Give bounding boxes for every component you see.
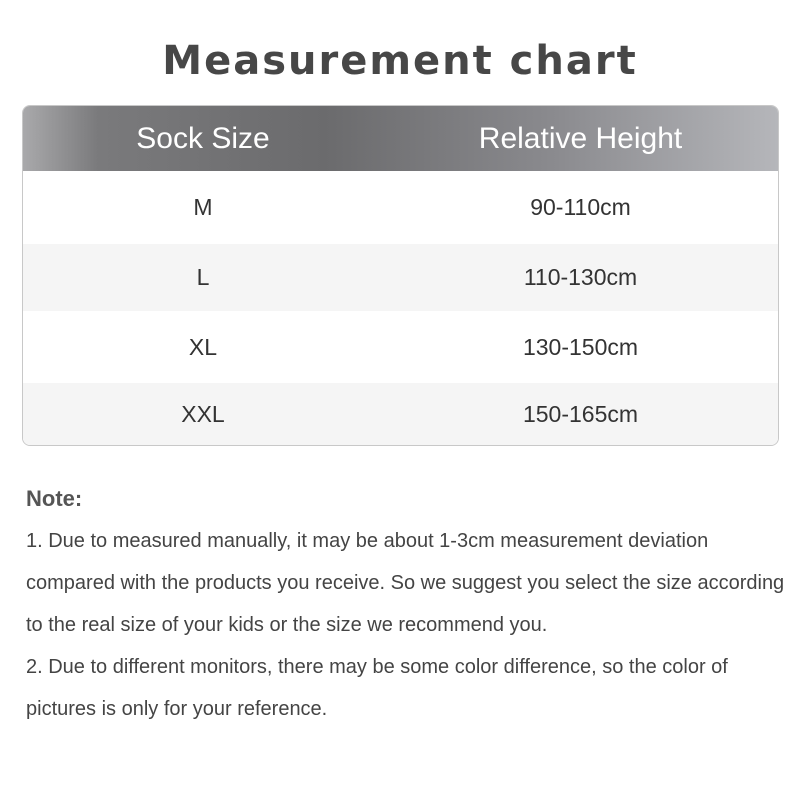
height-cell: 130-150cm	[522, 333, 639, 360]
page-title: Measurement chart	[162, 38, 638, 84]
note-heading: Note:	[26, 486, 83, 511]
note-section	[26, 478, 786, 730]
height-cell: 90-110cm	[530, 194, 631, 220]
height-cell: 150-165cm	[522, 400, 639, 427]
size-cell: XL	[188, 333, 218, 360]
table-header	[23, 106, 778, 171]
height-cell: 110-130cm	[523, 264, 638, 290]
size-cell: XXL	[181, 400, 225, 427]
size-cell: L	[196, 264, 210, 290]
header-relative-height: Relative Height	[478, 121, 683, 155]
table-row	[23, 244, 778, 311]
note-item: 2. Due to different monitors, there may be some color difference, so the color of pictures is only for your reference.	[26, 656, 728, 720]
size-table	[22, 105, 779, 446]
note-item: 1. Due to measured manually, it may be about 1-3cm measurement deviation compared with the products you receive. So we suggest you select the size according to the real size of your kids or the size we recommend you.	[26, 530, 785, 636]
header-sock-size: Sock Size	[136, 121, 270, 155]
size-cell: M	[193, 194, 213, 220]
table-row	[23, 383, 778, 445]
table-row	[23, 311, 778, 383]
table-row	[23, 171, 778, 244]
